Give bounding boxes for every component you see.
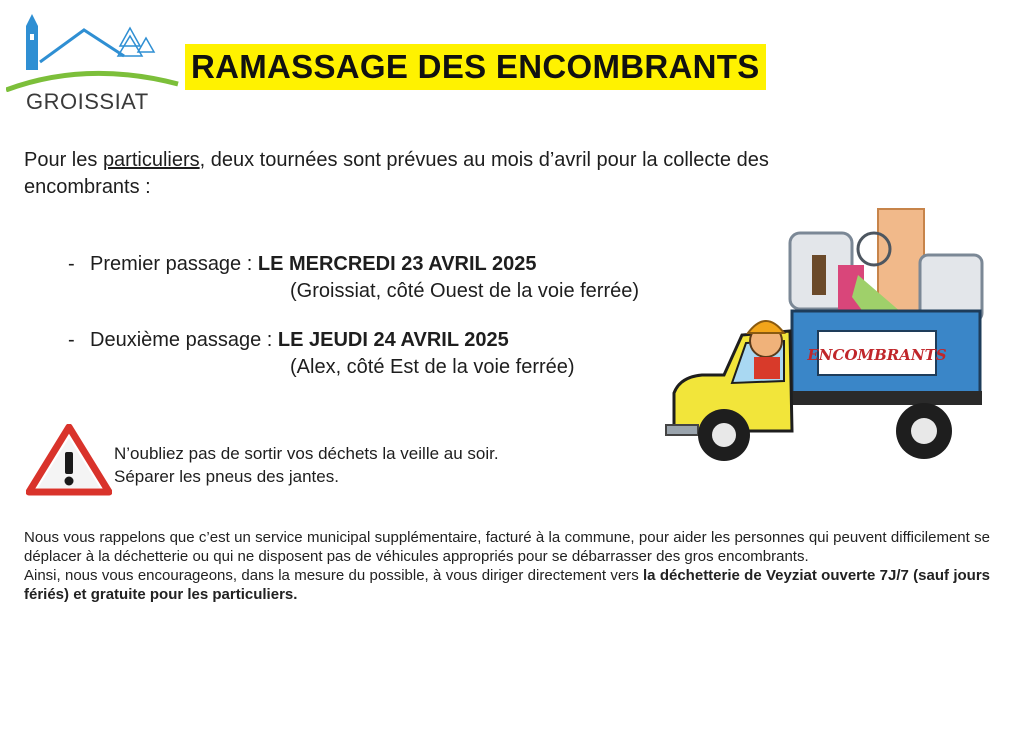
driver-shirt	[754, 357, 780, 379]
warning-text	[114, 442, 499, 488]
truck-illustration	[662, 205, 992, 473]
reminder-text: Ainsi, nous vous encourageons, dans la mesure du possible, à vous diriger directement vers	[24, 567, 644, 584]
warning-triangle-icon	[26, 424, 112, 496]
first-passage	[68, 251, 639, 305]
groissiat-logo	[6, 12, 186, 112]
bumper	[666, 425, 698, 435]
reminder-bold-text: la déchetterie de Veyziat ouverte 7J/7 (sauf jours fériés) et gratuite pour les particuliers.	[24, 567, 990, 603]
intro-text-before: Pour les	[24, 149, 103, 171]
list-dash: -	[68, 253, 75, 275]
reminder-note	[24, 528, 990, 604]
first-passage-date: LE MERCREDI 23 AVRIL 2025	[257, 253, 537, 275]
page-title: RAMASSAGE DES ENCOMBRANTS	[185, 44, 766, 90]
intro-underlined: particuliers	[102, 149, 200, 171]
second-passage-zone: (Alex, côté Est de la voie ferrée)	[290, 356, 575, 378]
sign-text: ENCOMBRANTS	[807, 346, 947, 364]
intro-text-after: , deux tournées sont prévues au mois d’avril pour la collecte des encombrants :	[24, 149, 769, 198]
wood-plank-shape	[812, 255, 826, 295]
warning-line-1: N’oubliez pas de sortir vos déchets la veille au soir.	[114, 444, 499, 463]
rear-wheel	[896, 403, 952, 459]
second-passage	[68, 327, 575, 381]
intro-paragraph	[24, 147, 884, 201]
driver-helmet	[748, 321, 784, 333]
second-passage-date: LE JEUDI 24 AVRIL 2025	[277, 329, 509, 351]
reminder-paragraph-1: Nous vous rappelons que c’est un service municipal supplémentaire, facturé à la commune, pour aider les personnes qui peuvent difficilement se déplacer à la déchetterie ou qui ne disposent pas de véhicules appropriés pour se débarrasser des gros encombrants.	[24, 529, 990, 565]
front-wheel	[698, 409, 750, 461]
logo-text: GROISSIAT	[26, 89, 149, 114]
list-dash: -	[68, 329, 75, 351]
reminder-paragraph-2	[24, 566, 990, 604]
chassis	[782, 391, 982, 405]
first-passage-label: Premier passage :	[90, 253, 258, 275]
village-landscape-icon	[6, 12, 186, 92]
first-passage-zone: (Groissiat, côté Ouest de la voie ferrée)	[290, 280, 640, 302]
warning-line-2: Séparer les pneus des jantes.	[114, 467, 339, 486]
second-passage-label: Deuxième passage :	[90, 329, 278, 351]
